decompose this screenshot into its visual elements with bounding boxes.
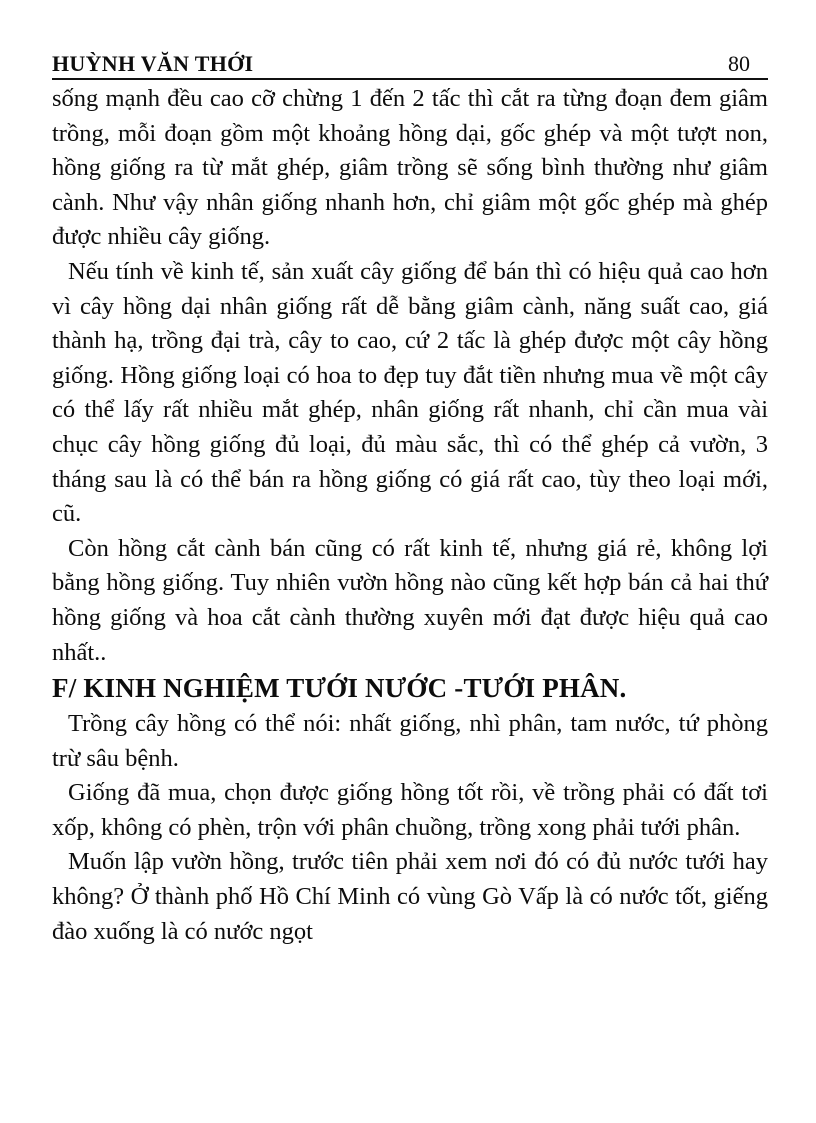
paragraph: sống mạnh đều cao cỡ chừng 1 đến 2 tấc thì cắt ra từng đoạn đem giâm trồng, mỗi đoạn gồm một khoảng hồng dại, gốc ghép và một tượt non, hồng giống ra từ mắt ghép, giâm trồng sẽ sống bình thường như giâm cành. Như vậy nhân giống nhanh hơn, chỉ giâm một gốc ghép mà ghép được nhiều cây giống. [52,85,768,251]
running-header [52,52,768,80]
paragraph: Còn hồng cắt cành bán cũng có rất kinh tế, nhưng giá rẻ, không lợi bằng hồng giống. Tuy nhiên vườn hồng nào cũng kết hợp bán cả hai thứ hồng giống và hoa cắt cành thường xuyên mới đạt được hiệu quả cao nhất.. [52,534,768,666]
paragraph: Nếu tính về kinh tế, sản xuất cây giống để bán thì có hiệu quả cao hơn vì cây hồng dại nhân giống rất dễ bằng giâm cành, năng suất cao, giá thành hạ, trồng đại trà, cây to cao, cứ 2 tấc là ghép được một cây hồng giống. Hồng giống loại có hoa to đẹp tuy đắt tiền nhưng mua về một cây có thể lấy rất nhiều mắt ghép, nhân giống rất nhanh, chỉ cần mua vài chục cây hồng giống đủ loại, đủ màu sắc, thì có thể ghép cả vườn, 3 tháng sau là có thể bán ra hồng giống có giá rất cao, tùy theo loại mới, cũ. [52,257,768,528]
paragraph: Muốn lập vườn hồng, trước tiên phải xem nơi đó có đủ nước tưới hay không? Ở thành phố Hồ Chí Minh có vùng Gò Vấp là có nước tốt, giếng đào xuống là có nước ngọt [52,848,768,945]
page-body [52,82,768,949]
header-author: HUỲNH VĂN THỚI [52,51,254,76]
page-number: 80 [728,51,750,76]
section-heading: F/ KINH NGHIỆM TƯỚI NƯỚC -TƯỚI PHÂN. [52,673,627,704]
paragraph: Trồng cây hồng có thể nói: nhất giống, nhì phân, tam nước, tứ phòng trừ sâu bệnh. [52,710,768,772]
paragraph: Giống đã mua, chọn được giống hồng tốt rồi, về trồng phải có đất tơi xốp, không có phèn, trộn với phân chuồng, trồng xong phải tưới phân. [52,779,768,841]
